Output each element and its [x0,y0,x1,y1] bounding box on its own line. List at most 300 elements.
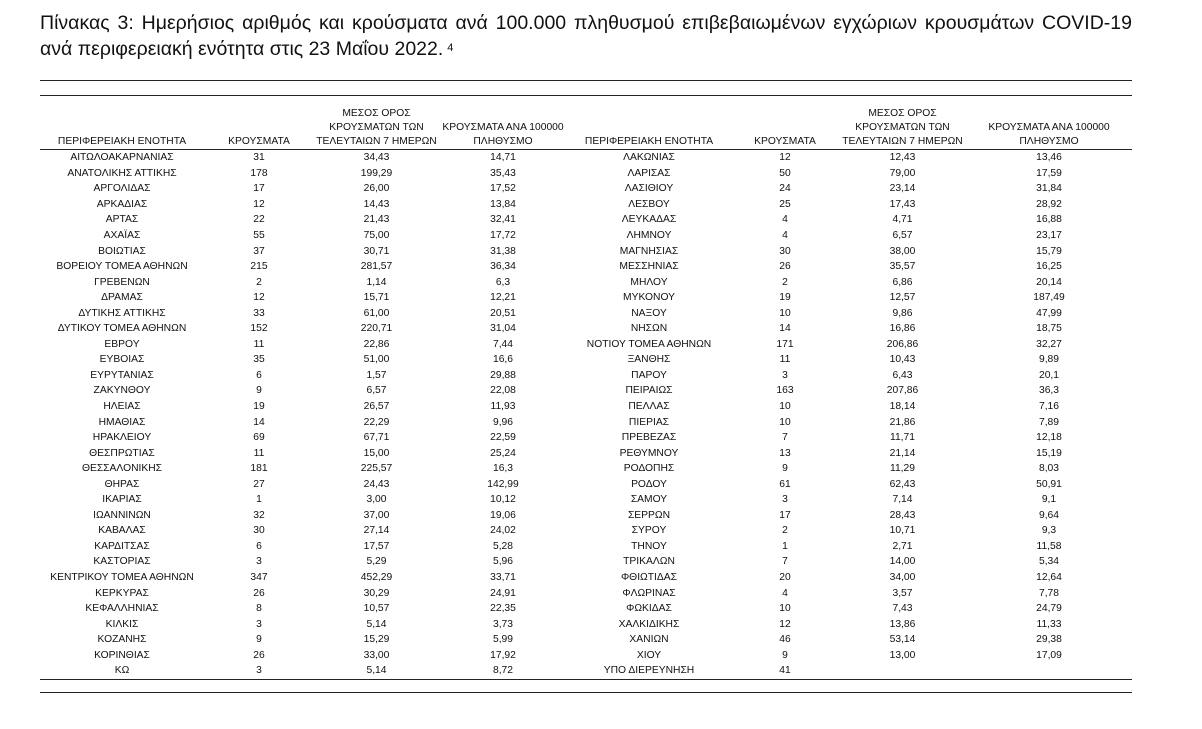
table-caption [40,10,1132,65]
cell-region-left: ΕΥΒΟΙΑΣ [99,354,145,366]
cell-cases-left: 22 [253,214,265,226]
cell-cases-left: 3 [256,618,262,630]
table-row [40,663,1132,679]
cell-cases-right: 2 [782,525,788,537]
cell-per100k-left: 25,24 [490,447,516,459]
cell-cases-right: 163 [776,385,794,397]
cell-per100k-left: 29,88 [490,369,516,381]
cell-per100k-right: 16,25 [1036,261,1062,273]
cell-per100k-left: 16,6 [492,354,514,366]
cell-region-right: ΠΕΙΡΑΙΩΣ [625,385,673,397]
cell-region-right: ΣΕΡΡΩΝ [627,509,671,521]
cell-region-left: ΗΡΑΚΛΕΙΟΥ [92,432,152,444]
cell-per100k-left: 22,59 [490,432,516,444]
cell-per100k-right: 12,18 [1036,432,1062,444]
cell-cases-right: 9 [782,649,788,661]
cell-region-right: ΤΡΙΚΑΛΩΝ [623,556,675,568]
cell-per100k-left: 6,3 [495,276,511,288]
cell-avg7-right: 53,14 [889,634,916,646]
cell-cases-right: 3 [782,494,788,506]
cell-cases-right: 19 [779,292,791,304]
cell-region-right: ΝΑΞΟΥ [631,307,667,319]
cell-per100k-right: 17,09 [1036,649,1062,661]
cell-region-left: ΚΕΝΤΡΙΚΟΥ ΤΟΜΕΑ ΑΘΗΝΩΝ [50,572,194,584]
cell-region-right: ΧΙΟΥ [636,649,662,661]
cell-region-right: ΧΑΛΚΙΔΙΚΗΣ [618,618,680,630]
cell-cases-right: 13 [779,447,791,459]
cell-region-right: ΜΑΓΝΗΣΙΑΣ [619,245,679,257]
cell-region-left: ΕΥΡΥΤΑΝΙΑΣ [90,369,154,381]
cell-per100k-left: 36,34 [490,261,516,273]
cell-per100k-right: 7,89 [1038,416,1060,428]
table-row [40,259,1132,275]
cell-cases-left: 26 [253,649,265,661]
table-row [40,383,1132,399]
cell-cases-left: 215 [250,261,268,273]
covid-cases-table [40,106,1132,680]
cell-cases-right: 4 [782,230,788,241]
cell-cases-right: 10 [779,416,791,428]
cell-avg7-right: 21,14 [889,447,916,459]
cell-per100k-right: 15,19 [1036,447,1062,459]
cell-per100k-left: 11,93 [490,401,516,413]
cell-per100k-right: 36,3 [1038,385,1060,397]
cell-avg7-left: 10,57 [363,603,390,615]
cell-avg7-left: 33,00 [363,649,390,661]
cell-region-left: ΗΜΑΘΙΑΣ [98,416,146,428]
table-row [40,601,1132,617]
cell-avg7-right: 28,43 [889,509,916,521]
cell-region-left: ΚΙΛΚΙΣ [105,618,139,630]
cell-region-left: ΔΥΤΙΚΟΥ ΤΟΜΕΑ ΑΘΗΝΩΝ [57,323,187,335]
cell-avg7-right: 3,57 [892,587,913,599]
caption-text: Πίνακας 3: Ημερήσιος αριθμός και κρούσματα ανά 100.000 πληθυσμού επιβεβαιωμένων εγχώριων κρουσμάτων COVID-19 ανά περιφερειακή ενότητα στις 23 Μαΐου 2022. [40,12,1132,60]
cell-avg7-left: 1,14 [366,276,387,288]
cell-cases-right: 46 [779,634,791,646]
cell-per100k-left: 13,84 [490,198,516,210]
cell-per100k-right: 11,33 [1036,618,1062,630]
table-row [40,337,1132,353]
cell-cases-right: 10 [779,401,791,413]
cell-cases-right: 10 [779,603,791,615]
cell-region-right: ΛΕΣΒΟΥ [628,198,670,210]
table-row [40,492,1132,508]
cell-region-left: ΑΡΤΑΣ [105,214,139,226]
cell-cases-right: 24 [779,183,791,195]
cell-cases-left: 31 [253,152,265,164]
cell-per100k-right: 23,17 [1036,230,1062,241]
cell-cases-right: 1 [782,540,788,552]
table-row [40,632,1132,648]
cell-per100k-right: 18,75 [1036,323,1062,335]
cell-avg7-left: 6,57 [366,385,387,397]
table-row [40,508,1132,524]
cell-cases-left: 30 [253,525,265,537]
cell-region-right: ΧΑΝΙΩΝ [629,634,669,646]
table-row [40,523,1132,539]
cell-per100k-right: 12,64 [1036,572,1062,584]
cell-per100k-right: 29,38 [1036,634,1062,646]
cell-cases-left: 26 [253,587,265,599]
table-row [40,414,1132,430]
cell-per100k-right: 31,84 [1036,183,1062,195]
cell-region-right: ΡΟΔΟΠΗΣ [623,463,675,475]
cell-region-left: ΘΗΡΑΣ [104,478,140,490]
cell-avg7-left: 22,29 [363,416,390,428]
table-row [40,290,1132,306]
cell-per100k-left: 33,71 [490,572,516,584]
cell-cases-right: 171 [776,338,794,350]
cell-per100k-right: 11,58 [1036,540,1062,552]
header-per100k-left: ΚΡΟΥΣΜΑΤΑ ΑΝΑ 100000 ΠΛΗΘΥΣΜΟ [439,106,567,150]
cell-region-left: ΗΛΕΙΑΣ [103,401,141,413]
cell-avg7-left: 5,14 [366,618,387,630]
table-row [40,461,1132,477]
cell-per100k-right: 7,16 [1038,401,1060,413]
cell-per100k-left: 22,08 [490,385,516,397]
cell-per100k-left: 22,35 [490,603,516,615]
cell-per100k-right: 9,1 [1041,494,1057,506]
table-row [40,430,1132,446]
cell-cases-right: 41 [731,663,839,679]
table-row [40,305,1132,321]
cell-cases-left: 37 [253,245,265,257]
table-row [40,585,1132,601]
cell-avg7-right [839,663,966,679]
cell-cases-right: 3 [782,369,788,381]
cell-avg7-left: 21,43 [363,214,390,226]
cell-per100k-left: 142,99 [487,478,519,490]
cell-avg7-left: 17,57 [363,540,390,552]
cell-cases-right: 7 [782,556,788,568]
cell-avg7-left: 281,57 [360,261,393,273]
cell-per100k-right: 28,92 [1036,198,1062,210]
cell-per100k-left: 5,28 [492,540,514,552]
cell-cases-left: 152 [250,323,268,335]
cell-cases-left: 12 [253,292,265,304]
table-row [40,616,1132,632]
cell-region-right: ΣΥΡΟΥ [631,525,667,537]
header-region-right: ΠΕΡΙΦΕΡΕΙΑΚΗ ΕΝΟΤΗΤΑ [567,106,731,150]
cell-avg7-left: 61,00 [363,307,390,319]
cell-avg7-left: 30,29 [363,587,390,599]
cell-avg7-left: 37,00 [363,509,390,521]
cell-avg7-left: 199,29 [360,167,393,179]
cell-avg7-left: 22,86 [363,338,390,350]
cell-cases-left: 14 [253,416,265,428]
cell-cases-right: 4 [782,214,788,226]
table-row [40,476,1132,492]
table-row [40,166,1132,182]
cell-avg7-right: 13,86 [889,618,916,630]
cell-region-left: ΔΥΤΙΚΗΣ ΑΤΤΙΚΗΣ [78,307,166,319]
table-row [40,399,1132,415]
cell-avg7-left: 15,71 [363,292,390,304]
cell-cases-left: 11 [253,338,265,350]
cell-per100k-left: 17,72 [490,230,516,241]
cell-region-right: ΜΕΣΣΗΝΙΑΣ [619,261,679,273]
table-row [40,212,1132,228]
cell-region-right: ΡΕΘΥΜΝΟΥ [619,447,679,459]
cell-avg7-right: 12,57 [889,292,916,304]
cell-cases-right: 30 [779,245,791,257]
cell-region-left: ΚΑΣΤΟΡΙΑΣ [93,556,151,568]
header-per100k-right: ΚΡΟΥΣΜΑΤΑ ΑΝΑ 100000 ΠΛΗΘΥΣΜΟ [966,106,1132,150]
cell-cases-left: 27 [253,478,265,490]
cell-per100k-right: 9,3 [1041,525,1057,537]
cell-per100k-right: 5,34 [1038,556,1060,568]
cell-region-right: ΛΑΡΙΣΑΣ [627,167,671,179]
table-row [40,150,1132,166]
cell-region-left: ΙΩΑΝΝΙΝΩΝ [93,509,151,521]
cell-cases-left: 17 [253,183,265,195]
cell-cases-left: 181 [250,463,268,475]
header-cases-left: ΚΡΟΥΣΜΑΤΑ [204,106,314,150]
cell-per100k-right: 9,64 [1038,509,1060,521]
cell-avg7-left: 5,14 [314,663,439,679]
cell-avg7-right: 11,29 [889,463,915,475]
cell-per100k-left: 5,96 [492,556,514,568]
cell-cases-left: 347 [250,572,268,584]
cell-avg7-left: 14,43 [363,198,390,210]
cell-avg7-right: 7,43 [892,603,913,615]
cell-cases-left: 32 [253,509,265,521]
cell-avg7-left: 51,00 [363,354,390,366]
table-row [40,445,1132,461]
cell-per100k-right: 20,14 [1036,276,1062,288]
header-avg7-left: ΜΕΣΟΣ ΟΡΟΣ ΚΡΟΥΣΜΑΤΩΝ ΤΩΝ ΤΕΛΕΥΤΑΙΩΝ 7 ΗΜΕΡΩΝ [314,106,439,150]
cell-per100k-right: 16,88 [1036,214,1062,226]
cell-avg7-right: 23,14 [889,183,916,195]
cell-cases-left: 178 [250,167,268,179]
cell-per100k-right: 50,91 [1036,478,1062,490]
cell-avg7-right: 14,00 [889,556,916,568]
cell-region-right: ΠΕΛΛΑΣ [628,401,670,413]
table-row [40,243,1132,259]
cell-per100k-left: 5,99 [492,634,514,646]
cell-per100k-right: 24,79 [1036,603,1062,615]
cell-per100k-right: 17,59 [1036,167,1062,179]
cell-region-right: ΥΠΟ ΔΙΕΡΕΥΝΗΣΗ [567,663,731,679]
table-row [40,539,1132,555]
cell-region-right: ΠΙΕΡΙΑΣ [628,416,670,428]
cell-per100k-left: 8,72 [439,663,567,679]
cell-cases-right: 25 [779,198,791,210]
cell-avg7-left: 220,71 [360,323,393,335]
cell-region-left: ΑΙΤΩΛΟΑΚΑΡΝΑΝΙΑΣ [70,152,174,164]
cell-avg7-left: 1,57 [366,369,387,381]
cell-avg7-right: 4,71 [892,214,913,226]
cell-region-right: ΤΗΝΟΥ [631,540,667,552]
header-avg7-right: ΜΕΣΟΣ ΟΡΟΣ ΚΡΟΥΣΜΑΤΩΝ ΤΩΝ ΤΕΛΕΥΤΑΙΩΝ 7 ΗΜΕΡΩΝ [839,106,966,150]
cell-cases-right: 2 [782,276,788,288]
cell-avg7-right: 34,00 [889,572,916,584]
cell-avg7-right: 79,00 [889,167,916,179]
cell-region-right: ΣΑΜΟΥ [630,494,668,506]
table-row [40,570,1132,586]
cell-avg7-left: 26,00 [363,183,390,195]
table-bottom-rule [40,692,1132,693]
cell-region-right: ΛΑΣΙΘΙΟΥ [624,183,674,195]
cell-cases-left: 19 [253,401,265,413]
cell-region-left: ΚΕΡΚΥΡΑΣ [95,587,149,599]
cell-per100k-left: 35,43 [490,167,516,179]
cell-region-right: ΝΗΣΩΝ [630,323,668,335]
cell-cases-right: 10 [779,307,791,319]
cell-cases-left: 9 [256,634,262,646]
table-row [40,352,1132,368]
cell-cases-right: 9 [782,463,788,475]
cell-per100k-right: 9,89 [1038,354,1060,366]
cell-region-left: ΚΑΡΔΙΤΣΑΣ [94,540,150,552]
cell-per100k-left: 24,02 [490,525,516,537]
cell-cases-right: 12 [779,152,791,164]
cell-region-right: ΛΗΜΝΟΥ [626,230,672,241]
table-row [40,197,1132,213]
cell-avg7-right: 13,00 [889,649,916,661]
cell-avg7-right: 6,43 [892,369,913,381]
cell-region-right: ΝΟΤΙΟΥ ΤΟΜΕΑ ΑΘΗΝΩΝ [586,338,712,350]
cell-avg7-right: 21,86 [889,416,916,428]
cell-cases-left: 35 [253,354,265,366]
cell-avg7-right: 6,86 [892,276,913,288]
header-cases-right: ΚΡΟΥΣΜΑΤΑ [731,106,839,150]
cell-cases-right: 14 [779,323,791,335]
cell-per100k-left: 31,38 [490,245,516,257]
cell-region-left: ΑΡΓΟΛΙΔΑΣ [93,183,151,195]
table-body [40,150,1132,680]
cell-region-right: ΛΑΚΩΝΙΑΣ [623,152,675,164]
cell-avg7-right: 206,86 [886,338,919,350]
cell-cases-right: 17 [779,509,791,521]
cell-avg7-left: 75,00 [363,230,390,241]
table-row [40,228,1132,244]
cell-cases-right: 61 [779,478,791,490]
cell-cases-right: 11 [779,354,791,366]
cell-avg7-right: 38,00 [889,245,916,257]
cell-region-right: ΠΡΕΒΕΖΑΣ [621,432,677,444]
cell-region-left: ΚΟΡΙΝΘΙΑΣ [94,649,150,661]
cell-avg7-left: 15,00 [363,447,390,459]
cell-avg7-left: 26,57 [363,401,390,413]
table-row [40,368,1132,384]
cell-per100k-left: 7,44 [492,338,514,350]
cell-region-right: ΞΑΝΘΗΣ [627,354,671,366]
cell-avg7-right: 10,43 [889,354,916,366]
footnote-marker: 4 [447,42,454,54]
cell-region-left: ΒΟΡΕΙΟΥ ΤΟΜΕΑ ΑΘΗΝΩΝ [56,261,188,273]
cell-region-left: ΚΩ [40,663,204,679]
cell-per100k-left: 3,73 [492,618,514,630]
cell-region-left: ΙΚΑΡΙΑΣ [102,494,142,506]
cell-region-right: ΦΩΚΙΔΑΣ [626,603,672,615]
cell-per100k-left: 17,52 [490,183,516,195]
cell-region-left: ΒΟΙΩΤΙΑΣ [98,245,146,257]
cell-per100k-left: 19,06 [490,509,516,521]
cell-avg7-left: 27,14 [363,525,390,537]
table-top-rule [40,95,1132,96]
cell-region-right: ΠΑΡΟΥ [631,369,667,381]
cell-region-right: ΜΥΚΟΝΟΥ [623,292,675,304]
cell-per100k-right: 13,46 [1036,152,1062,164]
header-region-left: ΠΕΡΙΦΕΡΕΙΑΚΗ ΕΝΟΤΗΤΑ [40,106,204,150]
cell-region-left: ΚΟΖΑΝΗΣ [97,634,147,646]
cell-avg7-right: 10,71 [889,525,916,537]
caption-divider [40,80,1132,81]
cell-region-left: ΓΡΕΒΕΝΩΝ [94,276,150,288]
cell-cases-right: 50 [779,167,791,179]
cell-avg7-left: 3,00 [366,494,387,506]
cell-avg7-right: 12,43 [889,152,916,164]
cell-avg7-right: 17,43 [889,198,916,210]
cell-region-left: ΘΕΣΠΡΩΤΙΑΣ [89,447,155,459]
cell-avg7-right: 2,71 [892,540,913,552]
cell-cases-left: 33 [253,307,265,319]
cell-region-right: ΡΟΔΟΥ [631,478,667,490]
cell-cases-right: 7 [782,432,788,444]
cell-per100k-right [966,663,1132,679]
table-header-row [40,106,1132,150]
cell-cases-left: 6 [256,540,262,552]
cell-region-left: ΔΡΑΜΑΣ [101,292,143,304]
cell-region-right: ΦΛΩΡΙΝΑΣ [622,587,676,599]
cell-avg7-left: 67,71 [363,432,390,444]
cell-avg7-left: 15,29 [363,634,390,646]
cell-cases-left: 55 [253,230,265,241]
cell-avg7-left: 452,29 [360,572,393,584]
cell-avg7-right: 11,71 [889,432,915,444]
cell-region-left: ΑΧΑΪΑΣ [103,230,141,241]
cell-per100k-right: 187,49 [1033,292,1065,304]
cell-cases-left: 2 [256,276,262,288]
cell-region-left: ΚΑΒΑΛΑΣ [98,525,146,537]
cell-region-left: ΑΡΚΑΔΙΑΣ [96,198,148,210]
cell-avg7-left: 34,43 [363,152,390,164]
cell-cases-right: 12 [779,618,791,630]
cell-per100k-left: 14,71 [490,152,516,164]
cell-cases-left: 12 [253,198,265,210]
cell-per100k-right: 20,1 [1038,369,1060,381]
cell-per100k-right: 32,27 [1036,338,1062,350]
table-row [40,274,1132,290]
table-row [40,321,1132,337]
cell-per100k-left: 32,41 [490,214,516,226]
cell-cases-left: 6 [256,369,262,381]
cell-avg7-right: 16,86 [889,323,916,335]
cell-avg7-right: 18,14 [889,401,916,413]
cell-cases-right: 20 [779,572,791,584]
cell-per100k-left: 10,12 [490,494,516,506]
cell-avg7-left: 24,43 [363,478,390,490]
cell-cases-left: 1 [256,494,262,506]
cell-region-right: ΜΗΛΟΥ [630,276,668,288]
cell-avg7-right: 62,43 [889,478,916,490]
cell-avg7-right: 35,57 [889,261,916,273]
cell-per100k-left: 31,04 [490,323,516,335]
cell-cases-left: 3 [204,663,314,679]
cell-cases-left: 69 [253,432,265,444]
table-row [40,554,1132,570]
cell-avg7-right: 6,57 [892,230,913,241]
cell-cases-left: 9 [256,385,262,397]
cell-per100k-right: 7,78 [1038,587,1060,599]
cell-region-right: ΛΕΥΚΑΔΑΣ [621,214,677,226]
cell-avg7-left: 225,57 [360,463,393,475]
cell-per100k-left: 9,96 [492,416,514,428]
cell-region-left: ΘΕΣΣΑΛΟΝΙΚΗΣ [81,463,163,475]
cell-cases-left: 11 [253,447,265,459]
cell-region-right: ΦΘΙΩΤΙΔΑΣ [620,572,678,584]
